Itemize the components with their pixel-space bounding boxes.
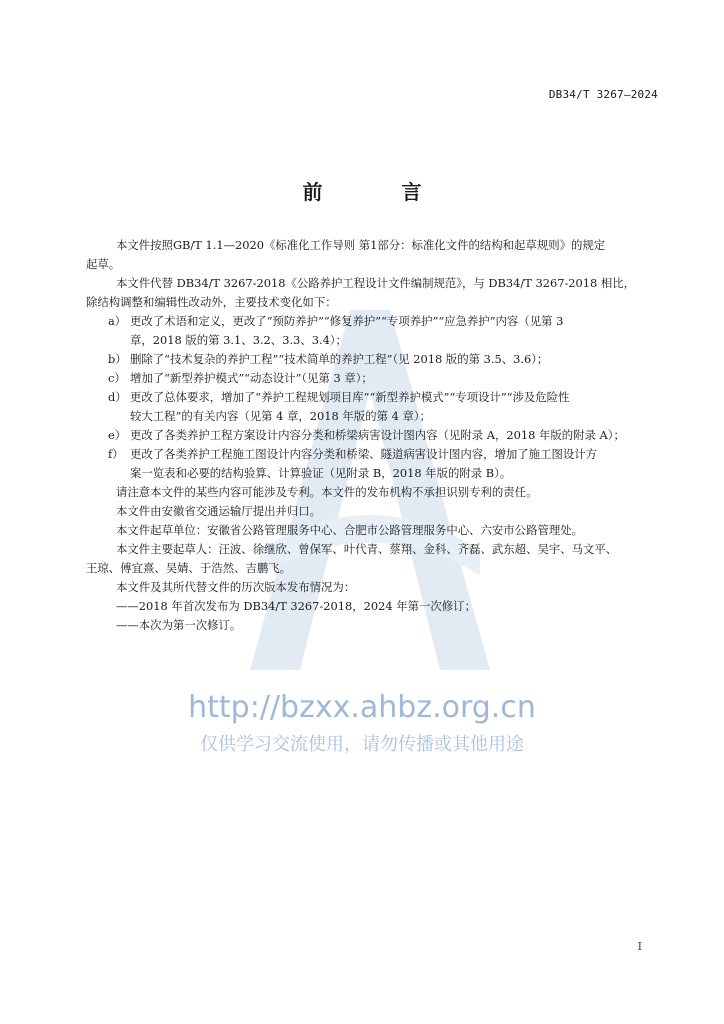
page-title: 前 言 xyxy=(302,180,458,204)
paragraph-scope xyxy=(86,236,656,274)
list-item-text: 较大工程”的有关内容（见第 4 章，2018 年版的第 4 章）； xyxy=(130,409,431,423)
list-item-text: 案一览表和必要的结构验算、计算验证（见附录 B，2018 年版的附录 B）。 xyxy=(130,466,512,480)
list-item-text: 更改了总体要求，增加了“养护工程规划项目库”“新型养护模式”“专项设计”“涉及危险性 xyxy=(130,390,570,404)
list-item-text: 更改了各类养护工程施工图设计内容分类和桥梁、隧道病害设计图内容，增加了施工图设计方 xyxy=(130,447,598,461)
list-item xyxy=(108,388,656,426)
history-item: ——2018 年首次发布为 DB34/T 3267-2018，2024 年第一次修订； xyxy=(116,599,476,613)
drafting-units-text: 本文件起草单位：安徽省公路管理服务中心、合肥市公路管理服务中心、六安市公路管理处。 xyxy=(116,523,584,537)
list-item-label: b） xyxy=(108,352,127,366)
list-item xyxy=(108,350,656,369)
history-intro: 本文件及其所代替文件的历次版本发布情况为： xyxy=(116,580,356,594)
document-number: DB34/T 3267—2024 xyxy=(548,88,658,101)
change-list xyxy=(108,312,656,483)
foreword-body xyxy=(86,236,656,635)
paragraph-replacement xyxy=(86,274,656,312)
drafters-text: 本文件主要起草人：汪波、徐继欣、曾保军、叶代青、蔡翔、金科、齐磊、武东超、吴宇、马文平、 xyxy=(116,542,618,556)
list-item-text: 更改了各类养护工程方案设计内容分类和桥梁病害设计图内容（见附录 A，2018 年版的附录 A）； xyxy=(130,428,625,442)
list-item-text: 章，2018 版的第 3.1、3.2、3.3、3.4）； xyxy=(130,333,347,347)
paragraph-line: 本文件代替 DB34/T 3267-2018《公路养护工程设计文件编制规范》，与 DB34/T 3267-2018 相比， xyxy=(116,276,636,290)
paragraph-line: 本文件按照GB/T 1.1—2020《标准化工作导则 第1部分：标准化文件的结构和起草规则》的规定 xyxy=(116,238,606,252)
watermark-url: http://bzxx.ahbz.org.cn xyxy=(188,690,536,725)
list-item-text: 删除了“技术复杂的养护工程”“技术简单的养护工程”（见 2018 版的第 3.5、3.6）； xyxy=(130,352,549,366)
list-item xyxy=(108,445,656,483)
list-item-label: f） xyxy=(108,447,124,461)
list-item xyxy=(108,369,656,388)
page-number: I xyxy=(637,940,642,953)
list-item-label: c） xyxy=(108,371,126,385)
list-item-label: e） xyxy=(108,428,127,442)
proposer-text: 本文件由安徽省交通运输厅提出并归口。 xyxy=(116,504,322,518)
list-item-label: d） xyxy=(108,390,127,404)
patent-notice: 请注意本文件的某些内容可能涉及专利。本文件的发布机构不承担识别专利的责任。 xyxy=(116,485,538,499)
list-item-label: a） xyxy=(108,314,127,328)
list-item xyxy=(108,312,656,350)
history-item: ——本次为第一次修订。 xyxy=(116,618,242,632)
paragraph-line: 除结构调整和编辑性改动外，主要技术变化如下： xyxy=(86,295,337,309)
list-item xyxy=(108,426,656,445)
paragraph-line: 起草。 xyxy=(86,257,121,271)
list-item-text: 更改了术语和定义，更改了“预防养护”“修复养护”“专项养护”“应急养护”内容（见第 3 xyxy=(130,314,564,328)
watermark-note: 仅供学习交流使用，请勿传播或其他用途 xyxy=(200,734,524,755)
drafters-text: 王琼、傅宜熹、吴婧、于浩然、吉鹏飞。 xyxy=(86,561,292,575)
list-item-text: 增加了“新型养护模式”“动态设计”（见第 3 章）； xyxy=(130,371,373,385)
